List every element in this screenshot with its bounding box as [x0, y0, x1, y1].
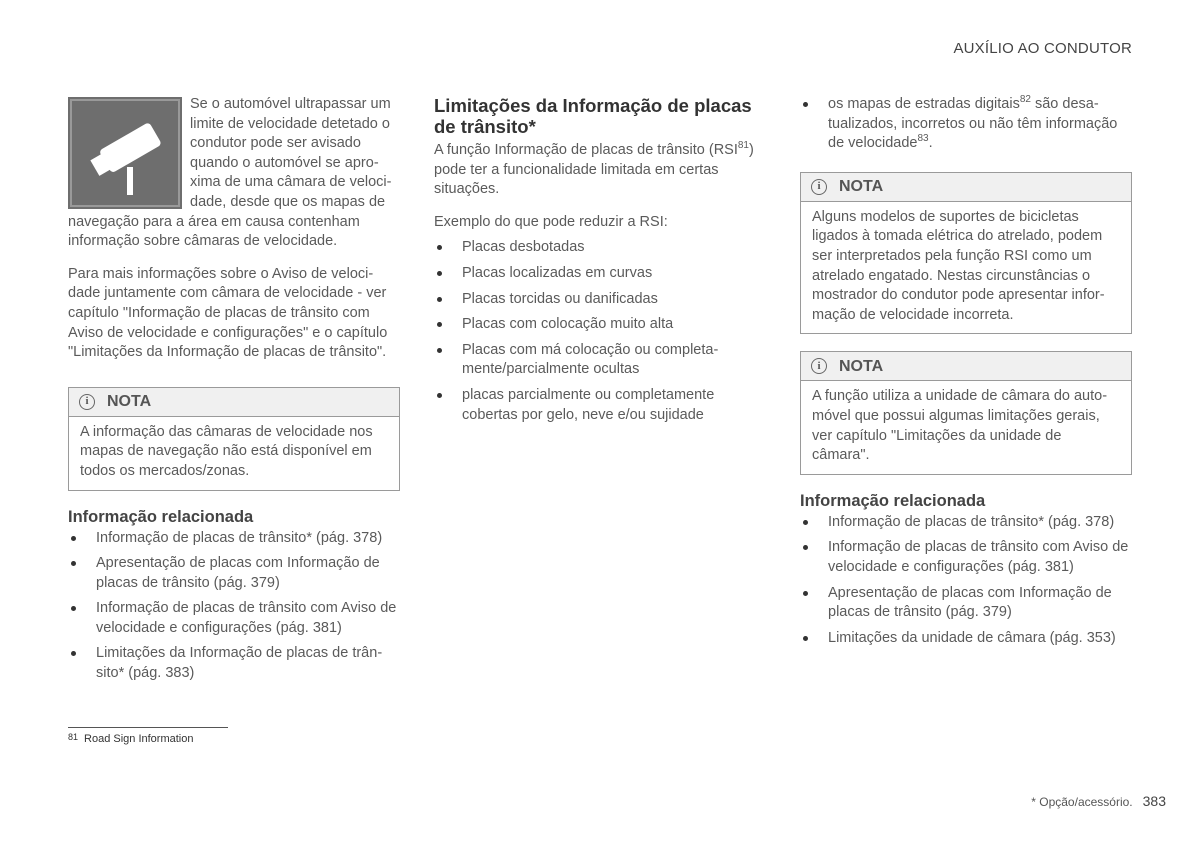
list-item: Placas desbotadas	[434, 238, 766, 258]
related-info-list	[800, 513, 1132, 649]
related-link[interactable]: Informação de placas de trânsito com Aviso de velocidade e configurações (pág. 381)	[68, 599, 400, 638]
footnote-divider	[68, 727, 228, 728]
speed-camera-sign-icon	[70, 99, 180, 207]
footnote-text: Road Sign Information	[84, 733, 194, 745]
column-left	[68, 95, 400, 684]
related-info-list	[68, 529, 400, 684]
related-link[interactable]: Apresentação de placas com Informação de placas de trânsito (pág. 379)	[68, 554, 400, 593]
limitations-list-continued	[800, 95, 1132, 154]
column-right	[800, 95, 1132, 648]
list-item-text: os mapas de estradas digitais	[828, 96, 1020, 112]
list-item: Placas com colocação muito alta	[434, 315, 766, 335]
related-link[interactable]: Apresentação de placas com Informação de placas de trânsito (pág. 379)	[800, 584, 1132, 623]
note-header	[801, 173, 1131, 202]
list-item: Placas com má colocação ou completamente/parcialmente ocultas	[434, 341, 766, 380]
intro-text-end: ) pode ter a funcionalidade limitada em certas situações.	[434, 142, 754, 198]
intro-paragraph: Se o automóvel ultrapassar um limite de velocidade detetado o condutor pode ser avisado quando o automóvel se aproxima de uma câmara de velocidade, desde que os mapas de navegação para a área em causa contenham informação sobre câmaras de velocidade.	[68, 96, 392, 250]
related-link[interactable]: Limitações da Informação de placas de trânsito* (pág. 383)	[68, 644, 400, 683]
footnote-ref[interactable]: 81	[737, 140, 749, 151]
note-box	[800, 172, 1132, 335]
related-link[interactable]: Informação de placas de trânsito* (pág. 378)	[800, 513, 1132, 533]
option-note: * Opção/acessório.	[1031, 795, 1133, 809]
footnote-ref[interactable]: 83	[917, 133, 929, 145]
info-icon: i	[79, 394, 95, 410]
note-box	[800, 351, 1132, 474]
info-icon: i	[811, 358, 827, 374]
section-header: AUXÍLIO AO CONDUTOR	[953, 40, 1132, 57]
footnote	[68, 732, 193, 745]
list-item-text: são desatualizados, incorretos ou não têm informação de velocidade	[828, 96, 1118, 152]
info-icon: i	[811, 179, 827, 195]
note-text: Alguns modelos de suportes de bicicletas ligados à tomada elétrica do atrelado, podem ser interpretados pela função RSI como um atrelado engatado. Nestas circunstâncias o mostrador do condutor pode apresentar informação de velocidade incorreta.	[812, 208, 1105, 323]
related-link[interactable]: Limitações da unidade de câmara (pág. 353)	[800, 629, 1132, 649]
note-box	[68, 387, 400, 491]
intro-paragraph	[434, 141, 766, 200]
note-title: NOTA	[107, 392, 152, 410]
note-header	[801, 352, 1131, 381]
related-info-title: Informação relacionada	[68, 507, 254, 526]
list-item	[800, 95, 1132, 154]
page-footer	[1031, 793, 1166, 809]
list-item: placas parcialmente ou completamente cobertas por gelo, neve e/ou sujidade	[434, 386, 766, 425]
note-text: A informação das câmaras de velocidade nos mapas de navegação não está disponível em todos os mercados/zonas.	[80, 423, 373, 479]
list-item: Placas torcidas ou danificadas	[434, 290, 766, 310]
column-middle	[434, 95, 766, 425]
info-paragraph: Para mais informações sobre o Aviso de velocidade juntamente com câmara de velocidade - ver capítulo "Informação de placas de trânsito com Aviso de velocidade e configurações" e o capítulo "Limitações da Informação de placas de trânsito".	[68, 265, 388, 361]
related-link[interactable]: Informação de placas de trânsito com Aviso de velocidade e configurações (pág. 381)	[800, 538, 1132, 577]
related-info-title: Informação relacionada	[800, 491, 986, 510]
footnote-number: 81	[68, 732, 79, 742]
footnote-ref[interactable]: 82	[1019, 94, 1031, 105]
intro-text: A função Informação de placas de trânsito (RSI	[434, 142, 738, 158]
section-title: Limitações da Informação de placas de trânsito*	[434, 95, 752, 137]
example-paragraph: Exemplo do que pode reduzir a RSI:	[434, 213, 668, 230]
list-item-text: .	[928, 135, 933, 152]
note-text: A função utiliza a unidade de câmara do automóvel que possui algumas limitações gerais, ver capítulo "Limitações da unidade de câmara".	[812, 388, 1108, 464]
list-item: Placas localizadas em curvas	[434, 264, 766, 284]
related-link[interactable]: Informação de placas de trânsito* (pág. 378)	[68, 529, 400, 549]
limitations-list	[434, 238, 766, 425]
note-header	[69, 388, 399, 417]
note-title: NOTA	[839, 177, 884, 195]
note-title: NOTA	[839, 357, 884, 375]
page-number: 383	[1142, 793, 1166, 809]
